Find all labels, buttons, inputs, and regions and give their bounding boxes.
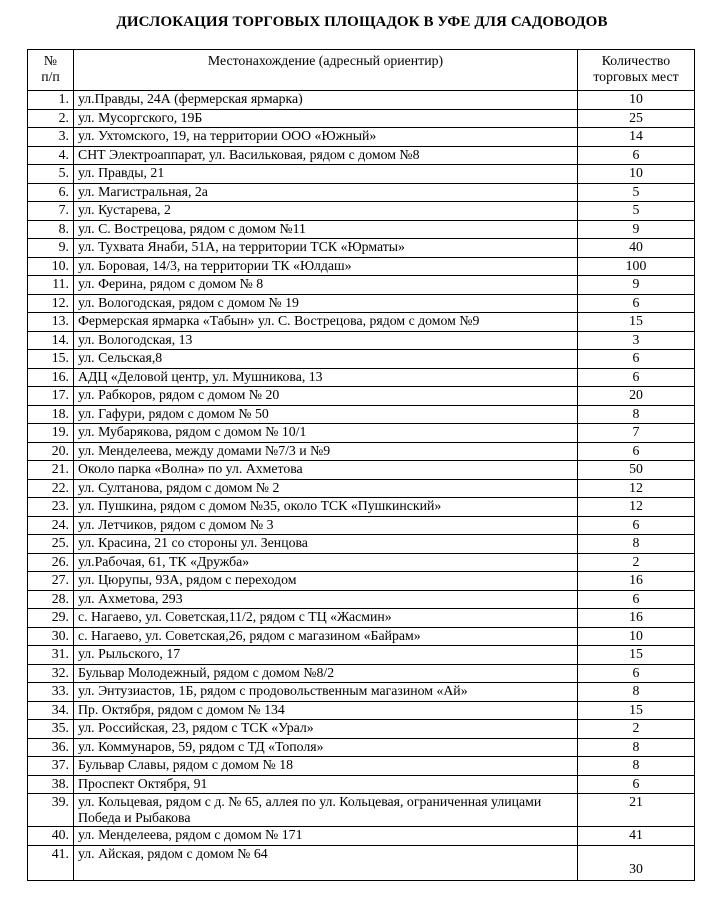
row-location: ул. Летчиков, рядом с домом № 3: [74, 516, 578, 535]
row-location: ул. Айская, рядом с домом № 64: [74, 845, 578, 880]
table-row: [28, 627, 695, 646]
table-row: [28, 313, 695, 332]
row-number: 28.: [28, 590, 74, 609]
row-number: 29.: [28, 609, 74, 628]
row-number: 40.: [28, 827, 74, 846]
row-number: 18.: [28, 405, 74, 424]
row-count: 2: [578, 720, 695, 739]
table-row: [28, 239, 695, 258]
table-row: [28, 257, 695, 276]
row-number: 33.: [28, 683, 74, 702]
row-count: 25: [578, 109, 695, 128]
table-row: [28, 683, 695, 702]
row-number: 8.: [28, 220, 74, 239]
row-location: ул. Коммунаров, 59, рядом с ТД «Тополя»: [74, 738, 578, 757]
table-row: [28, 461, 695, 480]
row-location: Фермерская ярмарка «Табын» ул. С. Вострецова, рядом с домом №9: [74, 313, 578, 332]
table-row: [28, 535, 695, 554]
row-location: ул. Менделеева, между домами №7/3 и №9: [74, 442, 578, 461]
row-number: 5.: [28, 165, 74, 184]
row-location: ул. Пушкина, рядом с домом №35, около ТСК «Пушкинский»: [74, 498, 578, 517]
row-location: Около парка «Волна» по ул. Ахметова: [74, 461, 578, 480]
row-number: 39.: [28, 794, 74, 827]
row-number: 14.: [28, 331, 74, 350]
row-count: 6: [578, 590, 695, 609]
table-row: [28, 405, 695, 424]
row-count: 2: [578, 553, 695, 572]
row-count: 7: [578, 424, 695, 443]
row-count: 6: [578, 368, 695, 387]
row-count: 8: [578, 683, 695, 702]
row-number: 6.: [28, 183, 74, 202]
table-row: [28, 498, 695, 517]
header-count: [578, 50, 695, 91]
table-row: [28, 183, 695, 202]
row-number: 34.: [28, 701, 74, 720]
row-number: 17.: [28, 387, 74, 406]
row-location: с. Нагаево, ул. Советская,11/2, рядом с ТЦ «Жасмин»: [74, 609, 578, 628]
row-number: 27.: [28, 572, 74, 591]
row-location: ул. Вологодская, рядом с домом № 19: [74, 294, 578, 313]
row-number: 38.: [28, 775, 74, 794]
row-number: 16.: [28, 368, 74, 387]
row-location: ул. Ферина, рядом с домом № 8: [74, 276, 578, 295]
header-count-line2: торговых мест: [593, 69, 679, 84]
row-number: 20.: [28, 442, 74, 461]
row-number: 35.: [28, 720, 74, 739]
row-location: ул. Энтузиастов, 1Б, рядом с продовольственным магазином «Ай»: [74, 683, 578, 702]
table-header-row: [28, 50, 695, 91]
row-location: Проспект Октября, 91: [74, 775, 578, 794]
row-location: ул. Боровая, 14/3, на территории ТК «Юлдаш»: [74, 257, 578, 276]
row-number: 1.: [28, 91, 74, 110]
row-location: СНТ Электроаппарат, ул. Васильковая, рядом с домом №8: [74, 146, 578, 165]
table-row: [28, 109, 695, 128]
row-location: ул. Магистральная, 2а: [74, 183, 578, 202]
row-location: Бульвар Молодежный, рядом с домом №8/2: [74, 664, 578, 683]
row-count: 9: [578, 220, 695, 239]
row-count: 5: [578, 183, 695, 202]
table-row: [28, 368, 695, 387]
row-number: 12.: [28, 294, 74, 313]
table-row: [28, 646, 695, 665]
row-count: 12: [578, 498, 695, 517]
row-location: ул. Кустарева, 2: [74, 202, 578, 221]
row-count: 15: [578, 646, 695, 665]
row-number: 22.: [28, 479, 74, 498]
row-location: ул. С. Вострецова, рядом с домом №11: [74, 220, 578, 239]
row-count: 15: [578, 313, 695, 332]
table-row: [28, 664, 695, 683]
row-number: 26.: [28, 553, 74, 572]
row-number: 15.: [28, 350, 74, 369]
row-count: 8: [578, 535, 695, 554]
row-number: 30.: [28, 627, 74, 646]
row-count: 40: [578, 239, 695, 258]
row-number: 24.: [28, 516, 74, 535]
row-count: 6: [578, 775, 695, 794]
table-row: [28, 350, 695, 369]
row-location: ул. Менделеева, рядом с домом № 171: [74, 827, 578, 846]
row-count: 14: [578, 128, 695, 147]
row-count: 16: [578, 572, 695, 591]
row-location: АДЦ «Деловой центр, ул. Мушникова, 13: [74, 368, 578, 387]
row-count: 10: [578, 91, 695, 110]
row-number: 2.: [28, 109, 74, 128]
row-count: 10: [578, 627, 695, 646]
row-count: 8: [578, 757, 695, 776]
table-row: [28, 91, 695, 110]
row-location: ул. Цюрупы, 93А, рядом с переходом: [74, 572, 578, 591]
row-location: Пр. Октября, рядом с домом № 134: [74, 701, 578, 720]
row-number: 10.: [28, 257, 74, 276]
row-location: ул. Правды, 21: [74, 165, 578, 184]
table-body: [28, 91, 695, 881]
row-number: 37.: [28, 757, 74, 776]
row-count: 9: [578, 276, 695, 295]
table-row: [28, 128, 695, 147]
row-count: 100: [578, 257, 695, 276]
row-location: с. Нагаево, ул. Советская,26, рядом с магазином «Байрам»: [74, 627, 578, 646]
table-row: [28, 387, 695, 406]
row-count: 41: [578, 827, 695, 846]
row-number: 4.: [28, 146, 74, 165]
table-row: [28, 442, 695, 461]
row-location: ул. Сельская,8: [74, 350, 578, 369]
row-number: 19.: [28, 424, 74, 443]
row-count: 10: [578, 165, 695, 184]
row-number: 41.: [28, 845, 74, 880]
row-location: ул. Вологодская, 13: [74, 331, 578, 350]
row-count: 15: [578, 701, 695, 720]
table-row: [28, 738, 695, 757]
document-title: ДИСЛОКАЦИЯ ТОРГОВЫХ ПЛОЩАДОК В УФЕ ДЛЯ САДОВОДОВ: [116, 14, 608, 30]
header-count-line1: Количество: [601, 53, 671, 68]
row-number: 11.: [28, 276, 74, 295]
row-count: 21: [578, 794, 695, 827]
header-number: [28, 50, 74, 91]
row-location: ул.Рабочая, 61, ТК «Дружба»: [74, 553, 578, 572]
row-count: 50: [578, 461, 695, 480]
row-location: ул.Правды, 24А (фермерская ярмарка): [74, 91, 578, 110]
row-count: 12: [578, 479, 695, 498]
table-row: [28, 294, 695, 313]
table-row: [28, 331, 695, 350]
header-location: Местонахождение (адресный ориентир): [74, 50, 578, 91]
table-row: [28, 757, 695, 776]
row-number: 3.: [28, 128, 74, 147]
row-count: 6: [578, 350, 695, 369]
row-location: ул. Красина, 21 со стороны ул. Зенцова: [74, 535, 578, 554]
row-location: ул. Рыльского, 17: [74, 646, 578, 665]
row-count: 3: [578, 331, 695, 350]
row-location: ул. Мубарякова, рядом с домом № 10/1: [74, 424, 578, 443]
header-number-line2: п/п: [41, 69, 60, 84]
row-location: ул. Султанова, рядом с домом № 2: [74, 479, 578, 498]
row-count: 8: [578, 405, 695, 424]
row-location: ул. Тухвата Янаби, 51А, на территории ТСК «Юрматы»: [74, 239, 578, 258]
table-row: [28, 720, 695, 739]
row-count: 8: [578, 738, 695, 757]
row-count: 5: [578, 202, 695, 221]
table-row: [28, 479, 695, 498]
table-row: [28, 701, 695, 720]
row-location: ул. Кольцевая, рядом с д. № 65, аллея по ул. Кольцевая, ограниченная улицами Победа и Рыбакова: [74, 794, 578, 827]
row-location: ул. Рабкоров, рядом с домом № 20: [74, 387, 578, 406]
table-row: [28, 202, 695, 221]
row-count: 30: [578, 845, 695, 880]
row-count: 6: [578, 442, 695, 461]
table-row: [28, 553, 695, 572]
row-location: ул. Российская, 23, рядом с ТСК «Урал»: [74, 720, 578, 739]
row-number: 9.: [28, 239, 74, 258]
row-count: 20: [578, 387, 695, 406]
table-row: [28, 794, 695, 827]
locations-table: [27, 49, 695, 881]
row-location: Бульвар Славы, рядом с домом № 18: [74, 757, 578, 776]
table-row: [28, 572, 695, 591]
row-number: 25.: [28, 535, 74, 554]
row-count: 6: [578, 146, 695, 165]
row-count: 6: [578, 294, 695, 313]
row-count: 6: [578, 516, 695, 535]
table-row: [28, 424, 695, 443]
table-row: [28, 516, 695, 535]
table-row: [28, 220, 695, 239]
row-number: 32.: [28, 664, 74, 683]
row-number: 21.: [28, 461, 74, 480]
table-row: [28, 276, 695, 295]
row-number: 36.: [28, 738, 74, 757]
row-location: ул. Мусоргского, 19Б: [74, 109, 578, 128]
table-row: [28, 827, 695, 846]
row-location: ул. Ухтомского, 19, на территории ООО «Южный»: [74, 128, 578, 147]
table-row: [28, 165, 695, 184]
row-number: 13.: [28, 313, 74, 332]
table-row: [28, 146, 695, 165]
table-row: [28, 845, 695, 880]
row-location: ул. Гафури, рядом с домом № 50: [74, 405, 578, 424]
row-number: 23.: [28, 498, 74, 517]
row-count: 6: [578, 664, 695, 683]
row-number: 7.: [28, 202, 74, 221]
row-number: 31.: [28, 646, 74, 665]
table-row: [28, 775, 695, 794]
table-row: [28, 609, 695, 628]
header-number-line1: №: [43, 53, 58, 68]
row-count: 16: [578, 609, 695, 628]
row-location: ул. Ахметова, 293: [74, 590, 578, 609]
table-row: [28, 590, 695, 609]
